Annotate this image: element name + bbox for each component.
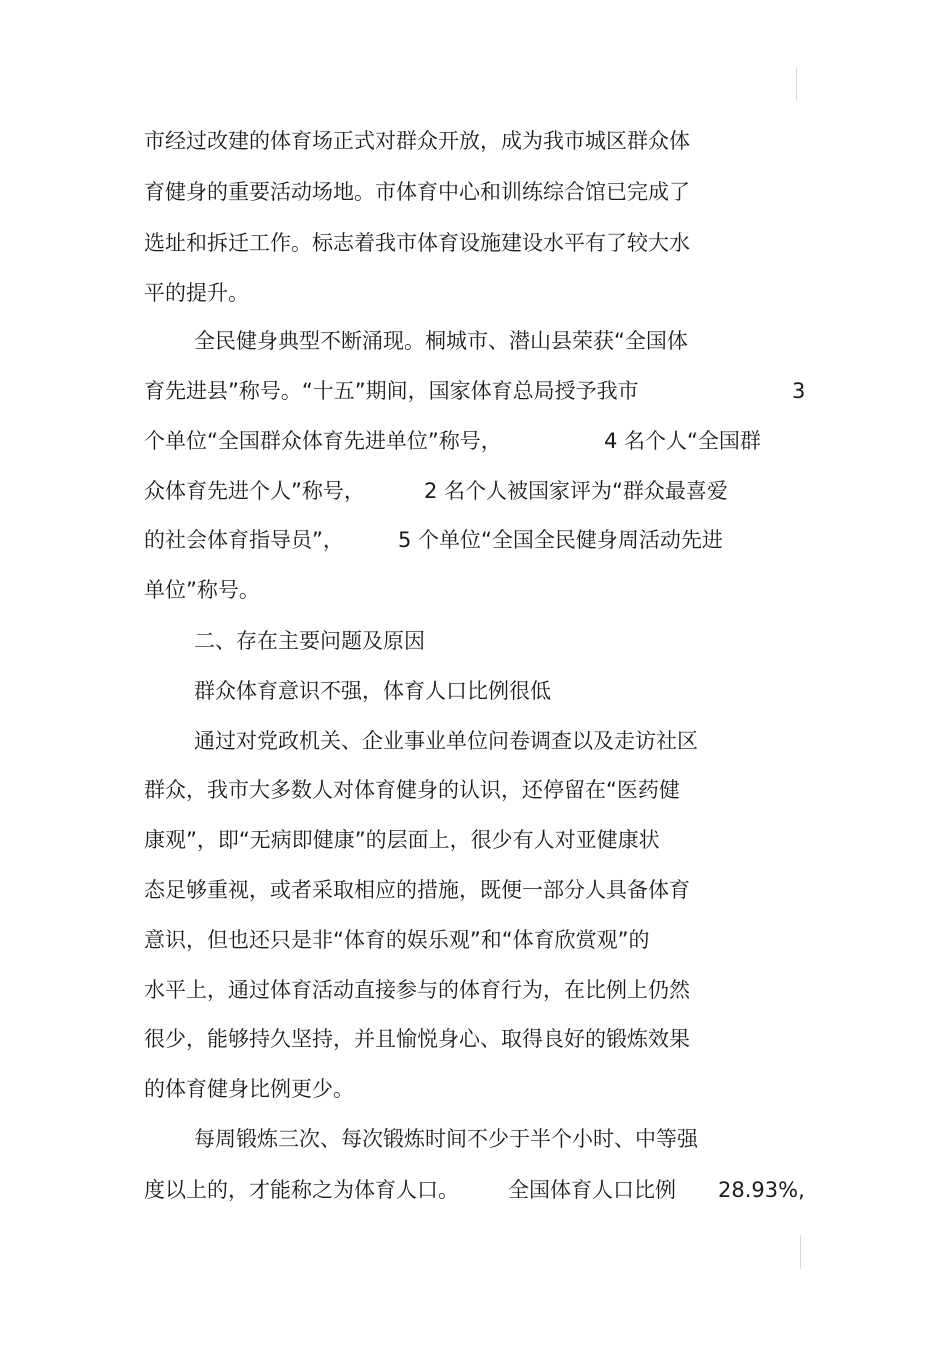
text-segment: 育先进县”称号。“十五”期间，国家体育总局授予我市	[144, 379, 639, 403]
text-line	[0, 326, 950, 356]
text-line	[0, 1124, 950, 1154]
text-line	[0, 476, 950, 506]
text-line	[0, 376, 950, 406]
text-segment: 市经过改建的体育场正式对群众开放，成为我市城区群众体	[144, 129, 690, 153]
text-segment: 度以上的，才能称之为体育人口。	[144, 1178, 459, 1202]
text-line	[0, 575, 950, 605]
text-line	[0, 775, 950, 805]
text-line	[0, 825, 950, 855]
section-heading	[0, 626, 950, 656]
text-segment: 全国体育人口比例	[508, 1178, 676, 1202]
text-segment: 的社会体育指导员”，	[144, 528, 344, 552]
text-line	[0, 1175, 950, 1205]
text-segment: 二、存在主要问题及原因	[194, 629, 425, 653]
text-segment: 群众，我市大多数人对体育健身的认识，还停留在“医药健	[144, 778, 680, 802]
page-edge-mark-bottom	[800, 1235, 801, 1269]
text-segment: 5 个单位“全国全民健身周活动先进	[398, 528, 723, 552]
text-line	[0, 177, 950, 207]
text-line	[0, 1024, 950, 1054]
text-line	[0, 228, 950, 258]
text-segment: 通过对党政机关、企业事业单位问卷调查以及走访社区	[194, 729, 698, 753]
page-edge-mark-top	[796, 68, 797, 100]
text-line	[0, 875, 950, 905]
text-segment: 3	[792, 379, 806, 403]
text-segment: 2 名个人被国家评为“群众最喜爱	[424, 479, 728, 503]
text-segment: 康观”，即“无病即健康”的层面上，很少有人对亚健康状	[144, 828, 660, 852]
subsection-heading	[0, 676, 950, 706]
text-segment: 群众体育意识不强，体育人口比例很低	[194, 679, 551, 703]
text-line	[0, 525, 950, 555]
text-segment: 每周锻炼三次、每次锻炼时间不少于半个小时、中等强	[194, 1127, 698, 1151]
text-line	[0, 975, 950, 1005]
text-segment: 个单位“全国群众体育先进单位”称号，	[144, 429, 502, 453]
text-segment: 28.93%,	[718, 1178, 805, 1202]
text-segment: 育健身的重要活动场地。市体育中心和训练综合馆已完成了	[144, 180, 690, 204]
text-segment: 平的提升。	[144, 281, 249, 305]
text-segment: 水平上，通过体育活动直接参与的体育行为，在比例上仍然	[144, 978, 690, 1002]
text-segment: 4 名个人“全国群	[604, 429, 761, 453]
text-segment: 全民健身典型不断涌现。桐城市、潜山县荣获“全国体	[194, 329, 688, 353]
text-segment: 众体育先进个人”称号，	[144, 479, 365, 503]
text-segment: 单位”称号。	[144, 578, 260, 602]
text-segment: 选址和拆迁工作。标志着我市体育设施建设水平有了较大水	[144, 231, 690, 255]
text-line	[0, 278, 950, 308]
text-segment: 很少，能够持久坚持，并且愉悦身心、取得良好的锻炼效果	[144, 1027, 690, 1051]
text-line	[0, 925, 950, 955]
text-line	[0, 726, 950, 756]
text-line	[0, 1074, 950, 1104]
text-segment: 态足够重视，或者采取相应的措施，既便一部分人具备体育	[144, 878, 690, 902]
text-segment: 意识，但也还只是非“体育的娱乐观”和“体育欣赏观”的	[144, 928, 650, 952]
text-line	[0, 126, 950, 156]
text-segment: 的体育健身比例更少。	[144, 1077, 354, 1101]
text-line	[0, 426, 950, 456]
